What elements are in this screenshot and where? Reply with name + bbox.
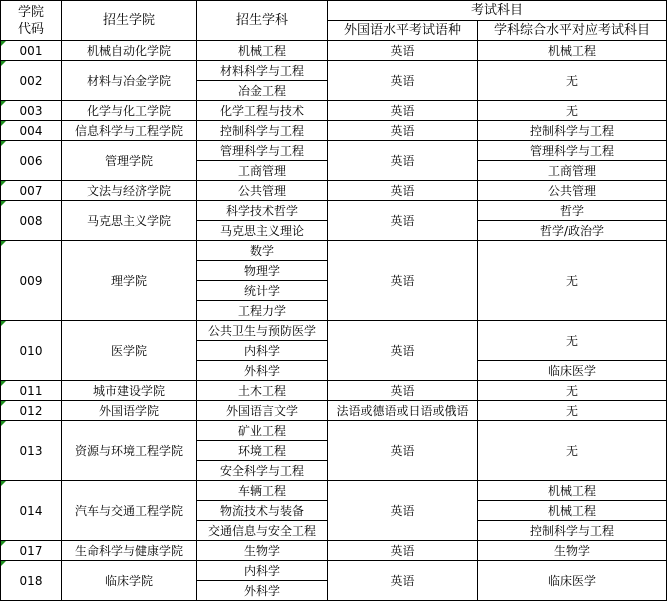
subject-cell: 外科学 (197, 361, 328, 381)
college-code-cell: 009 (1, 241, 62, 321)
exam-subject-cell: 无 (478, 321, 667, 361)
table-row (1, 141, 667, 161)
subject-cell: 矿业工程 (197, 421, 328, 441)
college-name-cell: 机械自动化学院 (62, 41, 197, 61)
college-code-cell: 018 (1, 561, 62, 601)
subject-cell: 马克思主义理论 (197, 221, 328, 241)
college-code-cell: 002 (1, 61, 62, 101)
subject-cell: 物理学 (197, 261, 328, 281)
subject-cell: 冶金工程 (197, 81, 328, 101)
college-code-cell: 001 (1, 41, 62, 61)
college-name-cell: 资源与环境工程学院 (62, 421, 197, 481)
exam-subject-cell: 管理科学与工程 (478, 141, 667, 161)
table-row (1, 401, 667, 421)
foreign-language-cell: 英语 (328, 141, 478, 181)
table-row (1, 381, 667, 401)
subject-cell: 交通信息与安全工程 (197, 521, 328, 541)
college-code-cell: 007 (1, 181, 62, 201)
college-name-cell: 医学院 (62, 321, 197, 381)
subject-cell: 工程力学 (197, 301, 328, 321)
college-name-cell: 理学院 (62, 241, 197, 321)
subject-cell: 环境工程 (197, 441, 328, 461)
exam-subject-cell: 工商管理 (478, 161, 667, 181)
header-college-code-line1: 学院 (17, 4, 44, 20)
subject-cell: 科学技术哲学 (197, 201, 328, 221)
college-name-cell: 城市建设学院 (62, 381, 197, 401)
exam-subject-cell: 生物学 (478, 541, 667, 561)
subject-cell: 外国语言文学 (197, 401, 328, 421)
table-row (1, 481, 667, 501)
college-code-cell: 011 (1, 381, 62, 401)
college-code-cell: 006 (1, 141, 62, 181)
exam-subject-cell: 控制科学与工程 (478, 121, 667, 141)
subject-cell: 物流技术与装备 (197, 501, 328, 521)
header-college-code-line2: 代码 (17, 21, 44, 37)
college-code-cell: 004 (1, 121, 62, 141)
table-row (1, 41, 667, 61)
subject-cell: 内科学 (197, 561, 328, 581)
subject-cell: 化学工程与技术 (197, 101, 328, 121)
subject-cell: 控制科学与工程 (197, 121, 328, 141)
table-row (1, 201, 667, 221)
table-row (1, 421, 667, 441)
foreign-language-cell: 英语 (328, 381, 478, 401)
college-name-cell: 材料与冶金学院 (62, 61, 197, 101)
foreign-language-cell: 英语 (328, 101, 478, 121)
exam-subject-cell: 无 (478, 401, 667, 421)
college-name-cell: 生命科学与健康学院 (62, 541, 197, 561)
exam-subject-cell: 无 (478, 241, 667, 321)
subject-cell: 公共卫生与预防医学 (197, 321, 328, 341)
college-name-cell: 管理学院 (62, 141, 197, 181)
college-name-cell: 信息科学与工程学院 (62, 121, 197, 141)
foreign-language-cell: 英语 (328, 241, 478, 321)
college-name-cell: 文法与经济学院 (62, 181, 197, 201)
college-code-cell: 013 (1, 421, 62, 481)
college-code-cell: 012 (1, 401, 62, 421)
college-code-cell: 003 (1, 101, 62, 121)
table-row (1, 61, 667, 81)
header-subject-exam: 学科综合水平对应考试科目 (478, 21, 667, 41)
subject-cell: 统计学 (197, 281, 328, 301)
subject-cell: 车辆工程 (197, 481, 328, 501)
header-subject: 招生学科 (197, 1, 328, 41)
subject-cell: 内科学 (197, 341, 328, 361)
subject-cell: 生物学 (197, 541, 328, 561)
header-foreign-language: 外国语水平考试语种 (328, 21, 478, 41)
header-college: 招生学院 (62, 1, 197, 41)
header-exam-subjects: 考试科目 (328, 1, 667, 21)
college-code-cell: 014 (1, 481, 62, 541)
exam-subject-cell: 机械工程 (478, 501, 667, 521)
college-name-cell: 马克思主义学院 (62, 201, 197, 241)
college-name-cell: 外国语学院 (62, 401, 197, 421)
subject-cell: 数学 (197, 241, 328, 261)
exam-subject-cell: 机械工程 (478, 41, 667, 61)
table-row (1, 241, 667, 261)
table-row (1, 101, 667, 121)
college-code-cell: 017 (1, 541, 62, 561)
subject-cell: 材料科学与工程 (197, 61, 328, 81)
college-code-cell: 010 (1, 321, 62, 381)
college-name-cell: 化学与化工学院 (62, 101, 197, 121)
table-row (1, 181, 667, 201)
exam-subject-cell: 无 (478, 381, 667, 401)
header-row-1 (1, 1, 667, 21)
subject-cell: 管理科学与工程 (197, 141, 328, 161)
exam-subject-cell: 公共管理 (478, 181, 667, 201)
foreign-language-cell: 英语 (328, 481, 478, 541)
college-name-cell: 临床学院 (62, 561, 197, 601)
college-code-cell: 008 (1, 201, 62, 241)
exam-subject-cell: 无 (478, 421, 667, 481)
table-row (1, 541, 667, 561)
college-name-cell: 汽车与交通工程学院 (62, 481, 197, 541)
exam-subject-cell: 机械工程 (478, 481, 667, 501)
exam-subject-cell: 无 (478, 101, 667, 121)
exam-subject-cell: 无 (478, 61, 667, 101)
table-row (1, 321, 667, 341)
header-college-code (1, 1, 62, 41)
foreign-language-cell: 英语 (328, 61, 478, 101)
subject-cell: 工商管理 (197, 161, 328, 181)
foreign-language-cell: 英语 (328, 541, 478, 561)
exam-subject-cell: 哲学 (478, 201, 667, 221)
foreign-language-cell: 英语 (328, 181, 478, 201)
table-row (1, 561, 667, 581)
foreign-language-cell: 英语 (328, 321, 478, 381)
subject-cell: 安全科学与工程 (197, 461, 328, 481)
foreign-language-cell: 英语 (328, 201, 478, 241)
exam-subject-cell: 临床医学 (478, 361, 667, 381)
subject-cell: 机械工程 (197, 41, 328, 61)
foreign-language-cell: 英语 (328, 421, 478, 481)
foreign-language-cell: 法语或德语或日语或俄语 (328, 401, 478, 421)
exam-subject-cell: 哲学/政治学 (478, 221, 667, 241)
exam-subject-cell: 控制科学与工程 (478, 521, 667, 541)
exam-subject-cell: 临床医学 (478, 561, 667, 601)
foreign-language-cell: 英语 (328, 561, 478, 601)
foreign-language-cell: 英语 (328, 121, 478, 141)
subject-cell: 公共管理 (197, 181, 328, 201)
subject-cell: 土木工程 (197, 381, 328, 401)
subject-cell: 外科学 (197, 581, 328, 601)
foreign-language-cell: 英语 (328, 41, 478, 61)
table-row (1, 121, 667, 141)
